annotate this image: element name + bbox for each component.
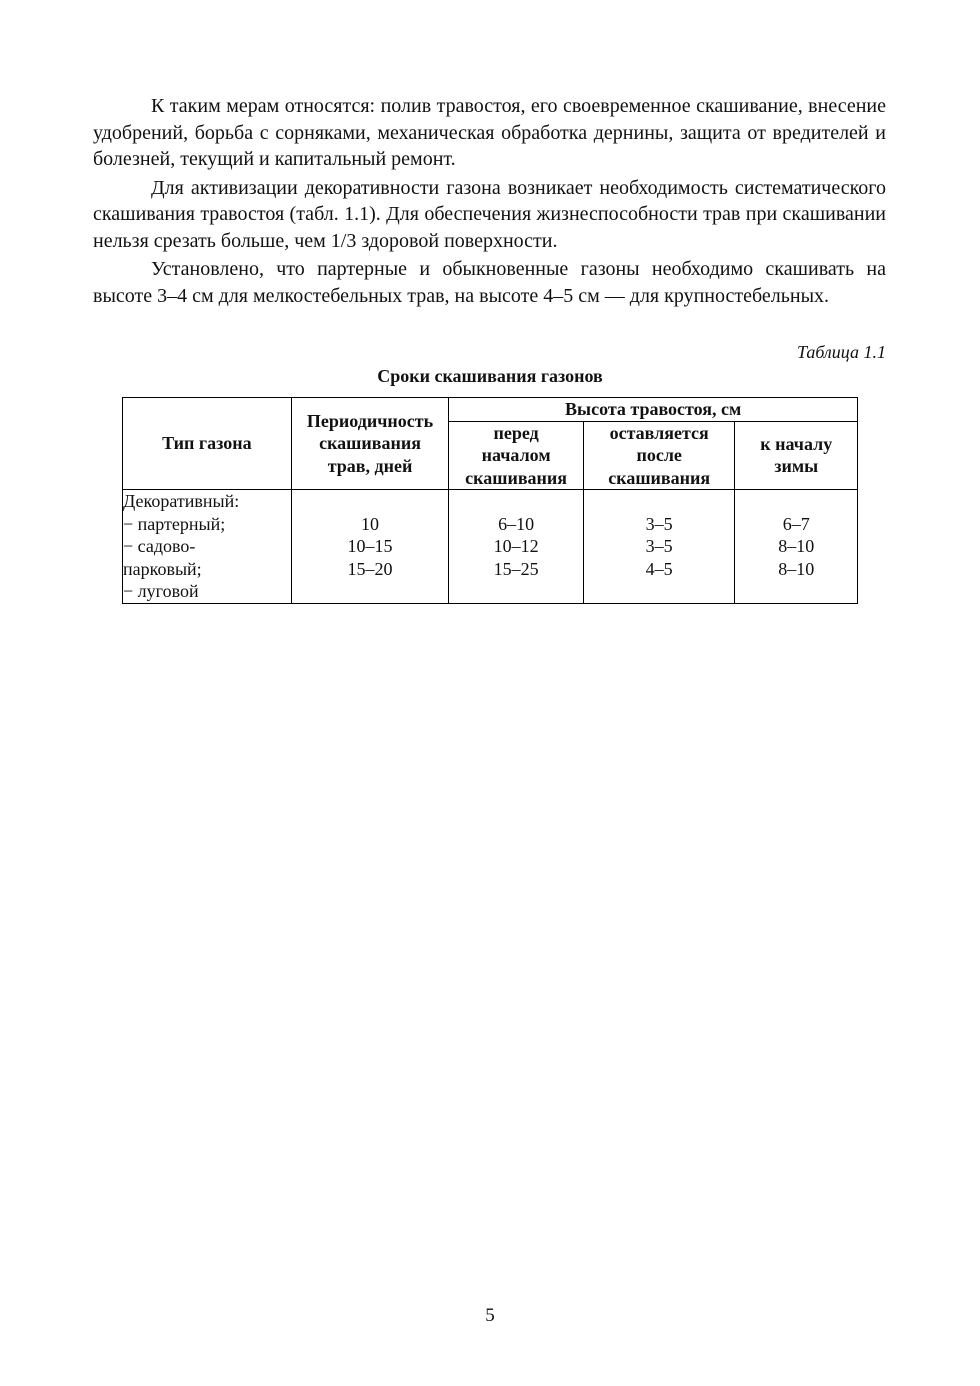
header-grass-height: Высота травостоя, см bbox=[449, 398, 858, 422]
table-title: Сроки скашивания газонов bbox=[377, 366, 603, 386]
header-mowing-period: Периодичность скашивания трав, дней bbox=[291, 398, 449, 490]
table-row bbox=[123, 490, 858, 604]
paragraph-2: Для активизации декоративности газона возникает необходимость систематического скашивания травостоя (табл. 1.1). Для обеспечения жизнеспособности трав при скашивании нельзя срезать больше, чем 1/3 здоровой поверхности. bbox=[93, 176, 886, 252]
header-before-mowing: перед началом скашивания bbox=[449, 421, 584, 490]
lawn-type-cell: Декоративный: − партерный; − садово- парковый; − луговой bbox=[123, 490, 292, 604]
mowing-schedule-table bbox=[122, 397, 858, 604]
table-number: Таблица 1.1 bbox=[796, 342, 886, 362]
height-before-cell: 6–10 10–12 15–25 bbox=[449, 490, 584, 604]
paragraph-1: К таким мерам относятся: полив травостоя, его своевременное скашивание, внесение удобрений, борьба с сорняками, механическая обработка дернины, защита от вредителей и болезней, текущий и капитальный ремонт. bbox=[93, 95, 886, 170]
page-number: 5 bbox=[485, 1305, 495, 1326]
header-left-after-mowing: оставляется после скашивания bbox=[583, 421, 735, 490]
height-winter-cell: 6–7 8–10 8–10 bbox=[735, 490, 858, 604]
header-before-winter: к началу зимы bbox=[735, 421, 858, 490]
period-cell: 10 10–15 15–20 bbox=[291, 490, 449, 604]
paragraph-3: Установлено, что партерные и обыкновенные газоны необходимо скашивать на высоте 3–4 см для мелкостебельных трав, на высоте 4–5 см — для крупностебельных. bbox=[93, 258, 886, 307]
header-lawn-type: Тип газона bbox=[123, 398, 292, 490]
body-text bbox=[93, 93, 886, 311]
height-after-cell: 3–5 3–5 4–5 bbox=[583, 490, 735, 604]
